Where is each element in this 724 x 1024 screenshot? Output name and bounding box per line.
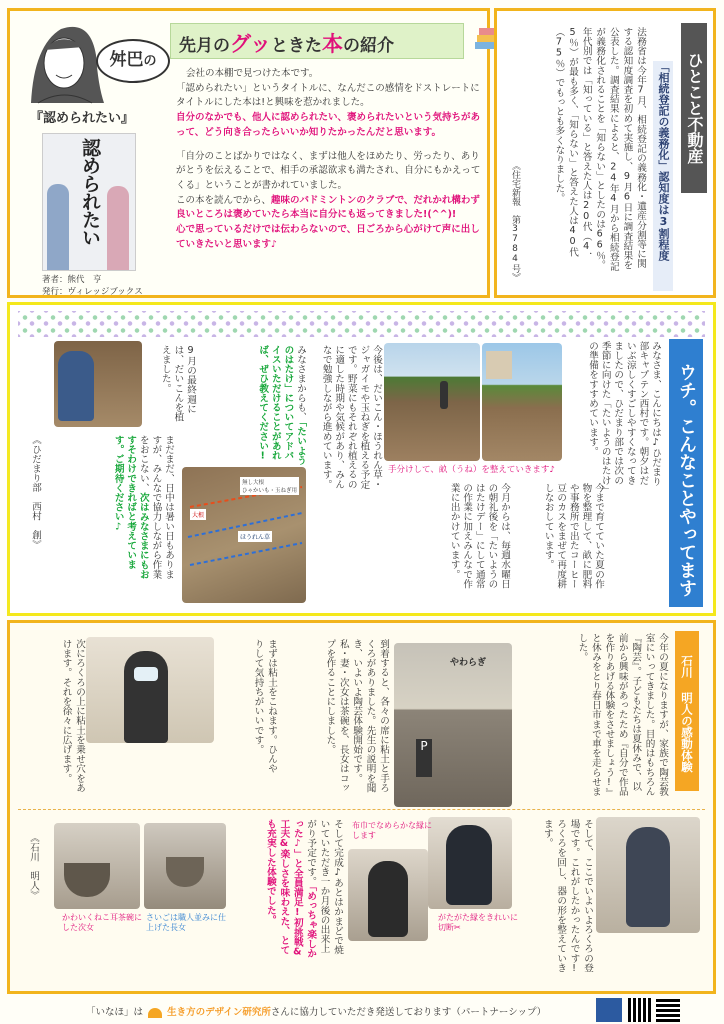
book-p6: 心で思っているだけでは伝わらないので、日ごろから心がけて声に出していきたいと思います♪	[176, 224, 480, 250]
book-p5-pre: この本を読んでから、	[176, 194, 272, 206]
book-p5-pink: 趣味のバドミントンのクラブで、だれかれ構わず良いところは褒めていたら本当に自分にも返ってきました!(^^)!	[176, 194, 480, 221]
fudosan-panel	[494, 8, 716, 298]
uchi-col5-pink: 「たいようのはたけ」についてアドバイスいただけることがあれば、ぜひ教えてください!	[257, 345, 306, 466]
uchi-col5	[206, 345, 306, 465]
footer-org: 生き方のデザイン研究所	[167, 1007, 271, 1018]
ishikawa-panel	[7, 620, 716, 994]
qr-code-icon	[628, 998, 652, 1022]
ishikawa-col1: 今年の夏になりますが、家族で陶芸教室にいってきました。目的はもちろん『陶芸』。子どもたちは夏休みで、以前から興味があったため『自分で作品を作りあげる体験をさせましょう!』と休みをとり春日市まで車を走らせました。	[576, 633, 668, 798]
sketch-label-1: 無し大根 ひゃかいも・玉ねぎ用	[240, 477, 299, 495]
wheel-photo-2	[428, 817, 512, 909]
caption-second-daughter: かわいくねこ耳茶碗にした次女	[62, 913, 142, 932]
ishikawa-col5: そして、ここでいよいよろくろの登場です。これがしたかったんです!ろくろを回し、器の形を整えていきます。	[541, 819, 593, 974]
caption-fabric: 布巾でなめらかな縁にします	[352, 821, 432, 840]
field-photo-2	[384, 343, 480, 461]
cover-figure-left	[47, 184, 69, 270]
footer-text	[86, 1004, 546, 1018]
book-cover-title: 認められたい	[79, 138, 101, 246]
header-prefix: 先月の	[179, 36, 230, 56]
book-p2: 「認められたい」というタイトルに、なんだこの感情をドストレートにタイトルにした本は!と興味を惹かれました。	[176, 82, 480, 109]
qr-code-icon-2	[656, 998, 680, 1022]
planting-photo	[54, 341, 142, 427]
book-review-text	[176, 67, 482, 253]
kneading-photo	[86, 637, 214, 743]
book-title: 『認められたい』	[30, 111, 135, 126]
field-photo-1	[482, 343, 562, 461]
uchi-panel	[7, 302, 716, 616]
bowl-left	[64, 863, 110, 897]
child-mask	[134, 667, 158, 681]
header-suffix: の紹介	[342, 36, 394, 56]
ishikawa-col3: まずは粘土をこねます。ひんやりして気持ちがいいです。	[252, 639, 277, 774]
book-cover	[42, 133, 136, 271]
uchi-caption-1: 手分けして、畝（うね）を整えていきます♪	[388, 465, 555, 475]
footer-post: さんに協力していただき発送しております（パートナーシップ）	[270, 1007, 547, 1018]
dot-border	[18, 311, 705, 337]
ishikawa-col6-pre: そして完成♪あとはかまどで焼いていただき一か月後の出来上がり予定です。	[305, 819, 343, 955]
child-figure	[124, 651, 168, 743]
book-p1: 会社の本棚で見つけた本です。	[186, 68, 319, 79]
uchi-col4: 今後は、だいこん・ほうれん草・ジャガイモや玉ねぎを植える予定です。野菜にもそれぞれ植えるのに適した時期や気候があり、みんなで勉強しながら進めています。	[320, 345, 382, 489]
adult-figure	[626, 827, 670, 927]
uchi-col7-green: 次はみなさまにもおすそわけできればと考えています。ご期待ください♪	[112, 435, 149, 580]
author-avatar	[16, 15, 106, 107]
child-figure-2	[368, 861, 408, 937]
uchi-col7-pre: まだまだ、日中は暑い日もありますが、みんなで協力しながら作業をおこない、	[137, 435, 174, 579]
wheel-photo-3	[348, 849, 428, 941]
field-sketch-photo	[182, 467, 306, 603]
sketch-label-2: 大根	[190, 509, 206, 520]
fudosan-heading: ひとこと不動産	[681, 23, 707, 193]
sdgs-badge	[596, 998, 622, 1022]
book-panel	[7, 8, 490, 298]
wheel-photo-1	[596, 817, 700, 933]
uchi-col5-pre: みなさまからも、	[295, 345, 306, 422]
field-building	[486, 351, 512, 379]
bowl-right	[166, 857, 204, 887]
worker-figure	[440, 381, 448, 409]
uchi-col2: 今まで育てていた夏の作物を整理して、畝に肥料や事務所で出たコーヒー豆のカスをまぜて再度耕しなおしています。	[542, 483, 604, 589]
footer	[0, 996, 724, 1024]
shop-sign: やわらぎ	[450, 658, 487, 668]
caption-cut: がたがた縁をきれいに切断✂	[438, 913, 518, 932]
uchi-col6: 9月の最終週には、だいこんを植えました。	[159, 345, 196, 422]
uchi-col7	[74, 435, 174, 585]
uchi-col1: みなさま、こんにちは♪ひだまり部キャプテン西村です。朝夕はだいぶ涼しくすごしやすくなってきましたので、ひだまり部では次の季節に向けた「たいようのはたけ」の準備をすすめています。	[587, 341, 661, 490]
bowls-photo-left	[54, 823, 140, 909]
section-divider	[18, 809, 705, 810]
book-p4: 「自分のことばかりではなく、まずは他人をほめたり、労ったり、ありがとうを伝えることで、相手の承認欲求も満たされ、自分にもかえってくる」ということが書かれていました。	[176, 150, 481, 192]
uchi-col3: 今月からは、毎週水曜日の朝礼後を「たいようのはたけデー」にして通常の作業に加えみんなで作業に出かけています。	[448, 483, 510, 589]
bowls-photo-right	[144, 823, 226, 909]
book-meta-author: 著者：熊代 亨	[42, 275, 102, 285]
uchi-heading: ウチ。こんなことやってます	[669, 339, 703, 607]
book-p5	[176, 194, 482, 223]
ishikawa-col6-pink: 「めっちゃ楽しかった♪」と全員満足!初挑戦&工夫&楽しさを味わえた、とても充実した体験でした。	[264, 819, 317, 959]
header-accent1: グッ	[230, 32, 271, 56]
uchi-sign: 《ひだまり部 西村 創》	[30, 435, 41, 549]
sketch-label-3: ほうれん草	[238, 531, 272, 542]
author-name-bubble: 舛巴の	[96, 39, 170, 83]
fudosan-body: 法務省は今年7月、相続登記の義務化・遺産分割等に関する認知度調査を初めて実施し、9月6日に調査結果を公表した。調査結果によると、24年4月から相続登記が義務化されることを「知らない」としたのは66％。年代別では「知っている」と答えた人は20代（4．5％）が最も多く、「知らない」と答えた人は40代（75％）でもっとも多くなりました。	[553, 27, 646, 272]
fudosan-source: 《住宅新報 第3784号》	[510, 161, 520, 282]
ishikawa-heading: 石川 明人の感動体験	[675, 631, 699, 791]
caption-eldest: さいごは職人並みに仕上げた長女	[146, 913, 226, 932]
book-meta-publisher: 発行：ヴィレッジブックス	[42, 287, 143, 297]
header-accent2: 本	[321, 32, 343, 56]
shop-p-sign: P	[416, 739, 432, 777]
cover-figure-right	[107, 186, 129, 270]
book-p3: 自分のなかでも、他人に認められたい、褒められたいという気持ちがあって、どう向き合ったらいいか知りたかったんだと思います。	[176, 112, 481, 138]
ishikawa-col4: 次にろくろの上に粘土を乗せ穴をあけます。それを徐々に広げます。	[60, 639, 85, 793]
org-logo-icon	[148, 1008, 162, 1018]
footer-pre: 「いなほ」は	[86, 1007, 144, 1018]
studio-photo	[394, 643, 512, 807]
ishikawa-sign: 《石川 明人》	[28, 833, 39, 900]
planting-person	[58, 351, 94, 421]
ishikawa-col2: 到着すると、各々の席に粘土と手ろくろがありました。先生の説明を聞き、いよいよ陶芸体験開始です。私・妻・次女は茶碗を、長女はコップを作ることにしました。	[324, 639, 389, 793]
book-header	[170, 23, 464, 59]
ishikawa-col6	[238, 819, 344, 959]
wheel-person	[446, 825, 492, 905]
fudosan-subtitle: 「相続登記の義務化」認知度は3割程度	[653, 61, 673, 291]
header-mid: ときた	[270, 36, 322, 56]
